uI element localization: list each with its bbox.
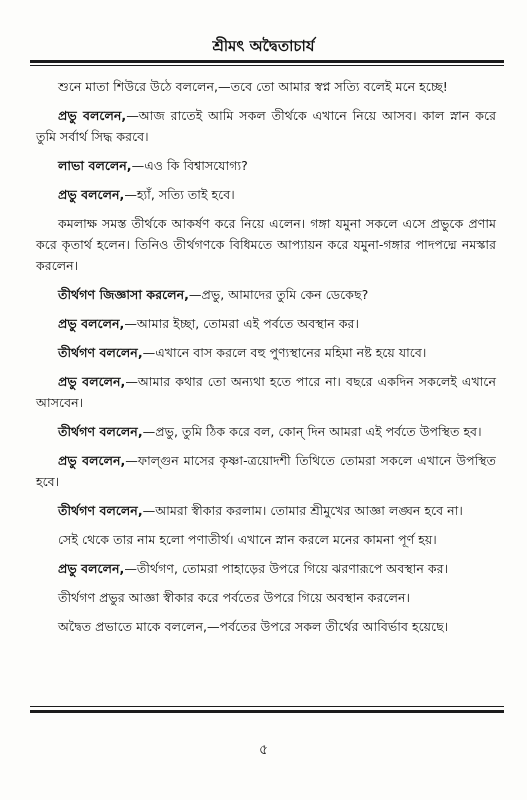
paragraph-12 [36, 500, 496, 521]
paragraph-text: কমলাক্ষ সমস্ত তীর্থকে আকর্ষণ করে নিয়ে এলেন। গঙ্গা যমুনা সকলে এসে প্রভুকে প্রণাম করে কৃতার্থ হলেন। তিনিও তীর্থগণকে বিধিমতে আপ্যায়ন করে যমুনা-গঙ্গার পাদপদ্মে নমস্কার করলেন। [36, 216, 496, 273]
paragraph-text: —আমার কথার তো অন্যথা হতে পারে না। বছরে একদিন সকলেই এখানে আসবেন। [36, 374, 496, 410]
speaker-label: লাভা বললেন, [58, 158, 132, 173]
paragraph-1 [36, 76, 496, 97]
speaker-label: প্রভু বললেন, [58, 453, 126, 468]
paragraph-16 [36, 616, 496, 637]
paragraph-5 [36, 213, 496, 276]
paragraph-text: শুনে মাতা শিউরে উঠে বললেন,—তবে তো আমার স্বপ্ন সত্যি বলেই মনে হচ্ছে! [58, 79, 448, 94]
paragraph-text: তীর্থগণ প্রভুর আজ্ঞা স্বীকার করে পর্বতের উপরে গিয়ে অবস্থান করলেন। [58, 590, 410, 605]
paragraph-text: —আজ রাতেই আমি সকল তীর্থকে এখানে নিয়ে আসব। কাল স্নান করে তুমি সর্বার্থ সিদ্ধ করবে। [36, 108, 497, 144]
paragraph-11 [36, 450, 496, 492]
paragraph-4 [36, 184, 496, 205]
paragraph-2 [36, 105, 496, 147]
paragraph-6 [36, 284, 496, 305]
speaker-label: তীর্থগণ বললেন, [58, 503, 143, 518]
paragraph-text: —তীর্থগণ, তোমরা পাহাড়ের উপরে গিয়ে ঝরণারূপে অবস্থান কর। [124, 561, 449, 576]
speaker-label: প্রভু বললেন, [58, 187, 125, 202]
paragraph-8 [36, 342, 496, 363]
speaker-label: প্রভু বললেন, [58, 108, 127, 123]
paragraph-text: —এখানে বাস করলে বহু পুণ্যস্থানের মহিমা নষ্ট হয়ে যাবে। [142, 345, 427, 360]
body-text [36, 76, 496, 645]
paragraph-text: —হ্যাঁ, সত্যি তাই হবে। [124, 187, 235, 202]
paragraph-7 [36, 313, 496, 334]
paragraph-text: —এও কি বিশ্বাসযোগ্য? [131, 158, 248, 173]
paragraph-3 [36, 155, 496, 176]
paragraph-text: —প্রভু, তুমি ঠিক করে বল, কোন্ দিন আমরা এই পর্বতে উপস্থিত হব। [142, 424, 482, 439]
paragraph-text: —আমরা স্বীকার করলাম। তোমার শ্রীমুখের আজ্ঞা লঙ্ঘন হবে না। [142, 503, 463, 518]
paragraph-15 [36, 587, 496, 608]
paragraph-text: সেই থেকে তার নাম হলো পণাতীর্থ। এখানে স্নান করলে মনের কামনা পূর্ণ হয়। [58, 532, 437, 547]
footer-rule-thin [30, 706, 504, 707]
paragraph-text: —আমার ইচ্ছা, তোমরা এই পর্বতে অবস্থান কর। [124, 316, 359, 331]
paragraph-9 [36, 371, 496, 413]
header-rule-thick [30, 60, 504, 63]
running-head: শ্রীমৎ অদ্বৈতাচার্য [212, 37, 315, 55]
speaker-label: তীর্থগণ বললেন, [58, 424, 143, 439]
speaker-label: তীর্থগণ জিজ্ঞাসা করলেন, [58, 287, 189, 302]
page-number: ৫ [258, 742, 269, 758]
paragraph-14 [36, 558, 496, 579]
paragraph-text: —প্রভু, আমাদের তুমি কেন ডেকেছ? [188, 287, 369, 302]
speaker-label: প্রভু বললেন, [58, 316, 125, 331]
header-rule-thin [30, 65, 504, 66]
speaker-label: প্রভু বললেন, [58, 561, 125, 576]
speaker-label: তীর্থগণ বললেন, [58, 345, 143, 360]
paragraph-10 [36, 421, 496, 442]
paragraph-13 [36, 529, 496, 550]
speaker-label: প্রভু বললেন, [58, 374, 126, 389]
footer-rule-thick [30, 710, 504, 713]
paragraph-text: অদ্বৈত প্রভাতে মাকে বললেন,—পর্বতের উপরে সকল তীর্থের আবির্ভাব হয়েছে। [58, 619, 449, 634]
paragraph-text: —ফাল্গুন মাসের কৃষ্ণা-ত্রয়োদশী তিথিতে তোমরা সকলে এখানে উপস্থিত হবে। [36, 453, 497, 489]
